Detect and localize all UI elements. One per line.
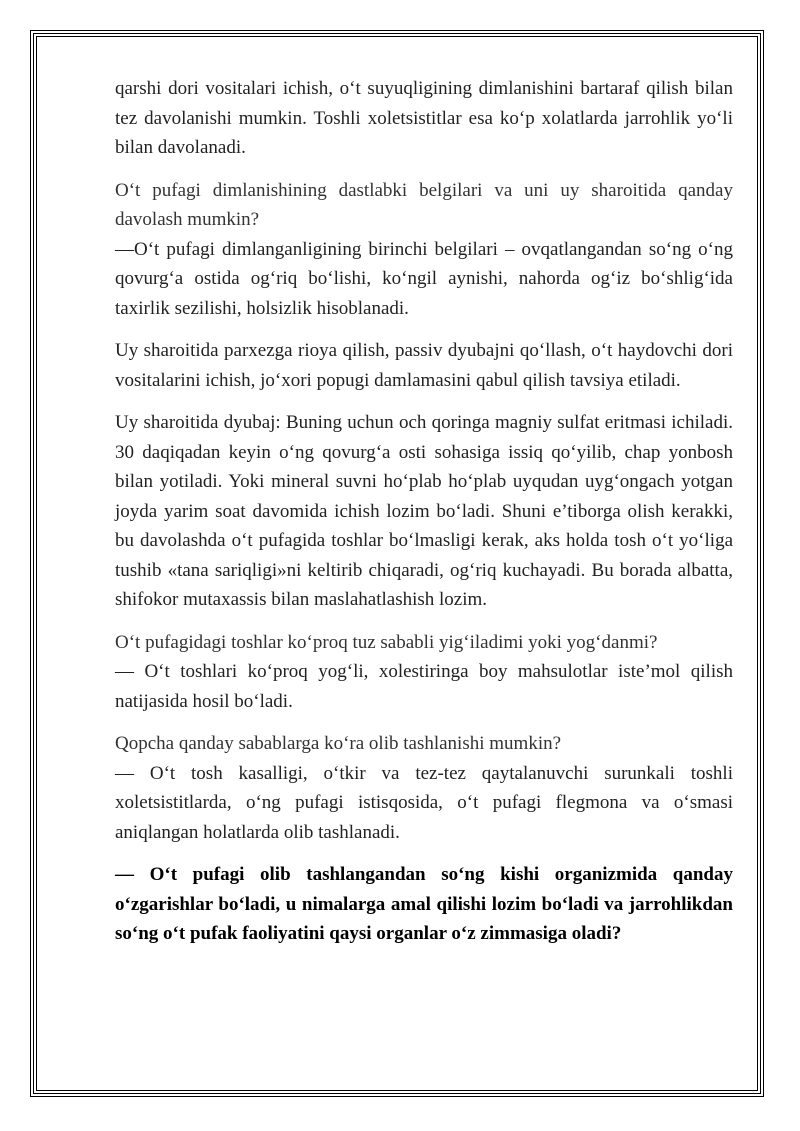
question-text: O‘t pufagi dimlanishining dastlabki belgilari va uni uy sharoitida qanday davolash mumkin? — [115, 179, 733, 230]
paragraph-6 — [115, 729, 733, 847]
paragraph-4 — [115, 408, 733, 615]
paragraph-2 — [115, 176, 733, 324]
answer-text: — O‘t toshlari ko‘proq yog‘li, xolestiringa boy mahsulotlar iste’mol qilish natijasida hosil bo‘ladi. — [115, 661, 733, 712]
paragraph-text: — O‘t pufagi olib tashlangandan so‘ng kishi organizmida qanday o‘zgarishlar bo‘ladi, u nimalarga amal qilishi lozim bo‘ladi va jarrohlikdan so‘ng o‘t pufak faoliyatini qaysi organlar o‘z zimmasiga oladi? — [115, 864, 733, 944]
paragraph-1 — [115, 74, 733, 163]
paragraph-5 — [115, 628, 733, 717]
paragraph-text: qarshi dori vositalari ichish, o‘t suyuqligining dimlanishini bartaraf qilish bilan tez davolanishi mumkin. Toshli xoletsistitlar esa ko‘p xolatlarda jarrohlik yo‘li bilan davolanadi. — [115, 78, 733, 158]
answer-text: — O‘t tosh kasalligi, o‘tkir va tez-tez qaytalanuvchi surunkali toshli xoletsistitlarda, o‘ng pufagi istisqosida, o‘t pufagi flegmona va o‘smasi aniqlangan holatlarda olib tashlanadi. — [115, 762, 733, 843]
document-body — [115, 74, 733, 962]
question-text: Qopcha qanday sabablarga ko‘ra olib tashlanishi mumkin? — [115, 733, 562, 754]
paragraph-text: Uy sharoitida dyubaj: Buning uchun och qoringa magniy sulfat eritmasi ichiladi. 30 daqiqadan keyin o‘ng qovurg‘a osti sohasiga issiq qo‘yilib, chap yonbosh bilan yotiladi. Yoki mineral suvni ho‘plab ho‘plab uyqudan uyg‘ongach yotgan joyda yarim soat davomida ichish lozim bo‘ladi. Shuni e’tiborga olish kerakki, bu davolashda o‘t pufagida toshlar bo‘lmasligi kerak, aks holda tosh o‘t yo‘liga tushib «tana sariqligi»ni keltirib chiqaradi, og‘riq kuchayadi. Bu borada albatta, shifokor mutaxassis bilan maslahatlashish lozim. — [115, 412, 733, 610]
paragraph-3 — [115, 336, 733, 395]
paragraph-7-bold-question — [115, 860, 733, 949]
answer-text: —O‘t pufagi dimlanganligining birinchi belgilari – ovqatlangandan so‘ng o‘ng qovurg‘a ostida og‘riq bo‘lishi, ko‘ngil aynishi, nahorda og‘iz bo‘shlig‘ida taxirlik sezilishi, holsizlik hisoblanadi. — [115, 238, 733, 319]
question-text: O‘t pufagidagi toshlar ko‘proq tuz sababli yig‘iladimi yoki yog‘danmi? — [115, 631, 658, 653]
paragraph-text: Uy sharoitida parxezga rioya qilish, passiv dyubajni qo‘llash, o‘t haydovchi dori vositalarini ichish, jo‘xori popugi damlamasini qabul qilish tavsiya etiladi. — [115, 340, 733, 391]
